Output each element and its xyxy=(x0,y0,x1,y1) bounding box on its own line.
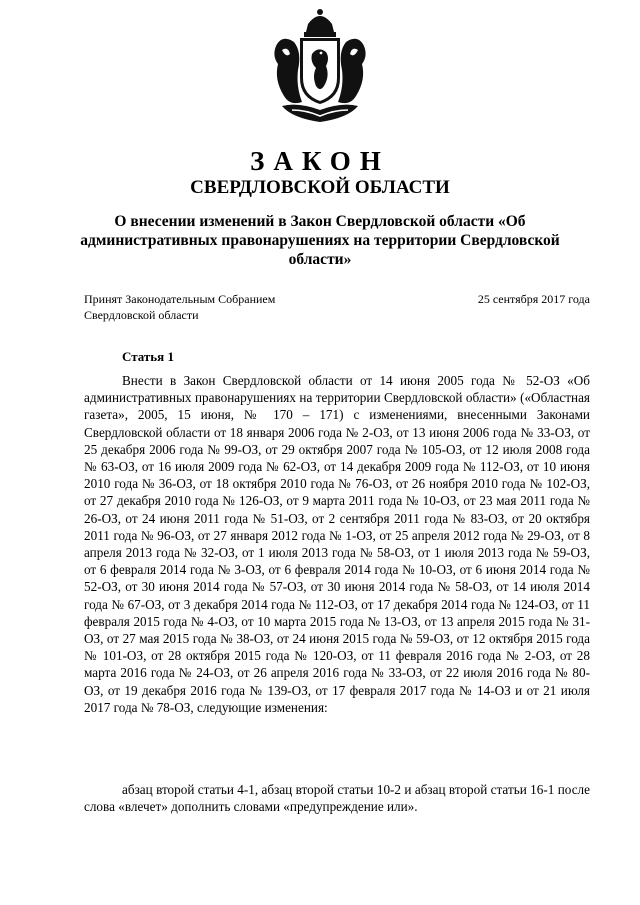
article-body-paragraph: Внести в Закон Свердловской области от 14 июня 2005 года № 52-ОЗ «Об административных правонарушениях на территории Свердловской области» («Областная газета», 2005, 15 июня, № 170 – 171) с изменениями, внесенными Законами Свердловской области от 18 января 2006 года № 2-ОЗ, от 13 июня 2006 года № 33-ОЗ, от 25 декабря 2006 года № 99-ОЗ, от 29 октября 2007 года № 105-ОЗ, от 12 июля 2008 года № 63-ОЗ, от 16 июля 2009 года № 62-ОЗ, от 14 декабря 2009 года № 112-ОЗ, от 10 июня 2010 года № 36-ОЗ, от 18 октября 2010 года № 76-ОЗ, от 26 ноября 2010 года № 102-ОЗ, от 27 декабря 2010 года № 126-ОЗ, от 9 марта 2011 года № 10-ОЗ, от 23 мая 2011 года № 26-ОЗ, от 24 июня 2011 года № 51-ОЗ, от 2 сентября 2011 года № 83-ОЗ, от 20 октября 2011 года № 96-ОЗ, от 27 января 2012 года № 1-ОЗ, от 25 апреля 2012 года № 29-ОЗ, от 8 апреля 2013 года № 32-ОЗ, от 1 июля 2013 года № 58-ОЗ, от 1 июля 2013 года № 59-ОЗ, от 6 февраля 2014 года № 3-ОЗ, от 6 февраля 2014 года № 10-ОЗ, от 6 июня 2014 года № 52-ОЗ, от 30 июня 2014 года № 57-ОЗ, от 30 июня 2014 года № 58-ОЗ, от 14 июля 2014 года № 67-ОЗ, от 3 декабря 2014 года № 112-ОЗ, от 17 декабря 2014 года № 124-ОЗ, от 11 февраля 2015 года № 4-ОЗ, от 10 марта 2015 года № 13-ОЗ, от 13 апреля 2015 года № 31-ОЗ, от 27 мая 2015 года № 38-ОЗ, от 24 июня 2015 года № 59-ОЗ, от 12 октября 2015 года № 101-ОЗ, от 28 октября 2015 года № 120-ОЗ, от 11 февраля 2016 года № 2-ОЗ, от 28 марта 2016 года № 24-ОЗ, от 26 апреля 2016 года № 33-ОЗ, от 22 июля 2016 года № 80-ОЗ, от 19 декабря 2016 года № 139-ОЗ, от 17 февраля 2017 года № 14-ОЗ и от 21 июля 2017 года № 78-ОЗ, следующие изменения: xyxy=(84,373,590,715)
document-type-title: ЗАКОН xyxy=(250,146,390,176)
article-title: Статья 1 xyxy=(122,349,174,364)
adopted-by-block xyxy=(84,291,275,323)
adopted-by-line-2: Свердловской области xyxy=(84,308,199,322)
sverdlovsk-coat-of-arms-icon xyxy=(268,6,372,126)
adoption-date: 25 сентября 2017 года xyxy=(477,292,590,306)
article-amendment-paragraph: абзац второй статьи 4-1, абзац второй статьи 10-2 и абзац второй статьи 16-1 после слова «влечет» дополнить словами «предупреждение или». xyxy=(84,782,590,815)
region-title: СВЕРДЛОВСКОЙ ОБЛАСТИ xyxy=(190,177,450,198)
law-heading: О внесении изменений в Закон Свердловской области «Об административных правонарушениях на территории Свердловской области» xyxy=(80,213,560,268)
adopted-by-line-1: Принят Законодательным Собранием xyxy=(84,292,276,306)
